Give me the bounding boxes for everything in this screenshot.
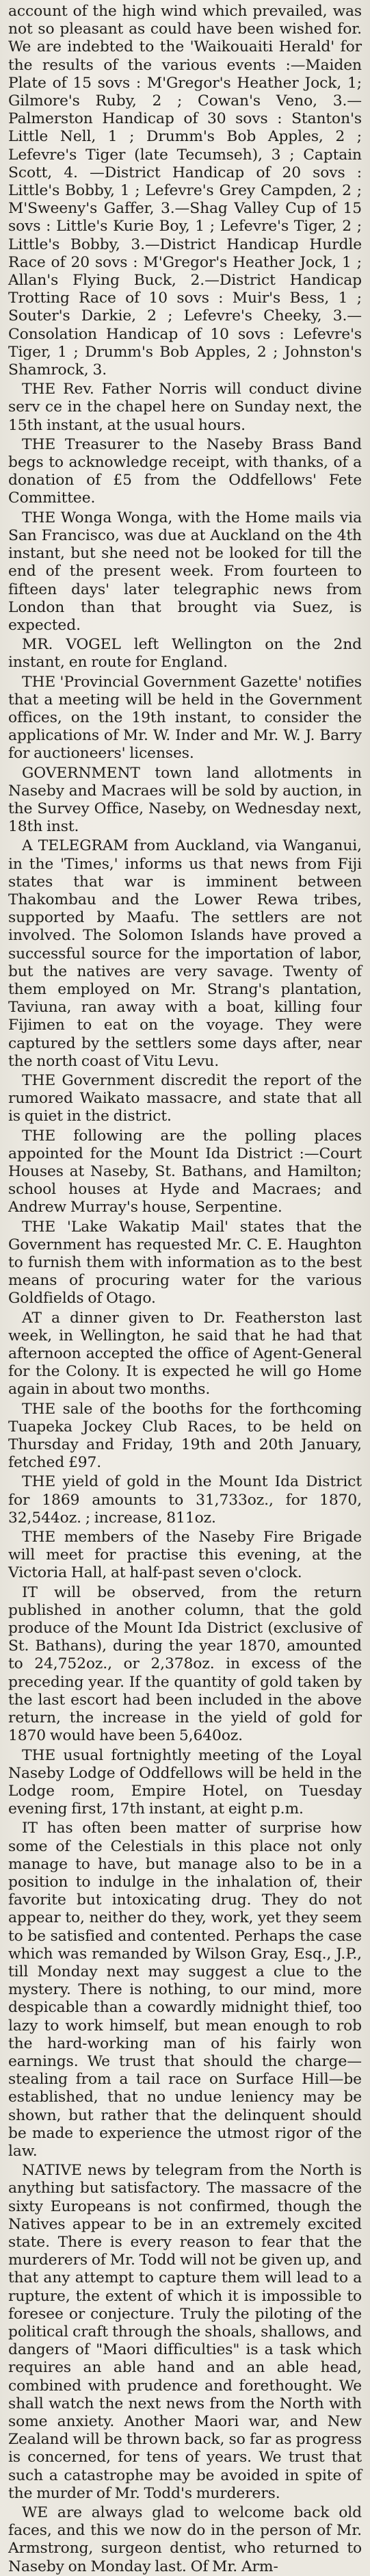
fiji-telegram-paragraph: A TELEGRAM from Auckland, via Wanganui, in the 'Times,' informs us that news from Fiji states that war is imminent between Thakombau and the Lower Rewa tribes, supported by Maafu. The settlers are not involved. The Solomon Islands have proved a successful source for the importation of labor, but the natives are very savage. Twenty of them employed on Mr. Strang's plantation, Taviuna, ran away with a boat, killing four Fijimen to eat on the voyage. They were captured by the settlers some days after, near the north coast of Vitu Levu. bbox=[8, 837, 362, 1070]
mr-vogel-paragraph: MR. VOGEL left Wellington on the 2nd instant, en route for England. bbox=[8, 636, 362, 672]
waikato-report-paragraph: THE Government discredit the report of the rumored Waikato massacre, and state that all is quiet in the district. bbox=[8, 1071, 362, 1125]
mr-armstrong-paragraph: WE are always glad to welcome back old faces, and this we now do in the person of Mr. Armstrong, surgeon dentist, who returned to Naseby on Monday last. Of Mr. Arm- bbox=[8, 2504, 362, 2575]
fire-brigade-paragraph: THE members of the Naseby Fire Brigade will meet for practise this evening, at the Victoria Hall, at half-past seven o'clock. bbox=[8, 1529, 362, 1582]
land-sale-paragraph: GOVERNMENT town land allotments in Naseby and Macraes will be sold by auction, in the Survey Office, Naseby, on Wednesday next, 18th inst. bbox=[8, 764, 362, 836]
oddfellows-paragraph: THE usual fortnightly meeting of the Loyal Naseby Lodge of Oddfellows will be held in the Lodge room, Empire Hotel, on Tuesday evening first, 17th instant, at eight p.m. bbox=[8, 1746, 362, 1818]
gold-yield-paragraph: THE yield of gold in the Mount Ida District for 1869 amounts to 31,733oz., for 1870, 32,544oz. ; increase, 811oz. bbox=[8, 1473, 362, 1527]
booth-sale-paragraph: THE sale of the booths for the forthcoming Tuapeka Jockey Club Races, to be held on Thursday and Friday, 19th and 20th January, fetched £97. bbox=[8, 1400, 362, 1472]
native-news-paragraph: NATIVE news by telegram from the North is anything but satisfactory. The massacre of the sixty Europeans is not confirmed, though the Natives appear to be in an extremely excited state. There is every reason to fear that the murderers of Mr. Todd will not be given up, and that any attempt to capture them will lead to a rupture, the extent of which it is impossible to foresee or conjecture. Truly the piloting of the political craft through the shoals, shallows, and dangers of "Maori difficulties" is a task which requires an able hand and an able head, combined with prudence and forethought. We shall watch the next news from the North with some anxiety. Another Maori war, and New Zealand will be thrown back, so far as progress is concerned, for tens of years. We trust that such a catastrophe may be avoided in spite of the murder of Mr. Todd's murderers. bbox=[8, 2162, 362, 2502]
divine-service-paragraph: THE Rev. Father Norris will conduct divine serv ce in the chapel here on Sunday next, the 15th instant, at the usual hours. bbox=[8, 381, 362, 434]
water-supply-paragraph: THE 'Lake Wakatip Mail' states that the Government has requested Mr. C. E. Haughton to furnish them with information as to the best means of procuring water for the various Goldfields of Otago. bbox=[8, 1218, 362, 1308]
gazette-paragraph: THE 'Provincial Government Gazette' notifies that a meeting will be held in the Government offices, on the 19th instant, to consider the applications of Mr. W. Inder and Mr. W. J. Barry for auctioneers' licenses. bbox=[8, 673, 362, 763]
polling-places-paragraph: THE following are the polling places appointed for the Mount Ida District :—Court Houses at Naseby, St. Bathans, and Hamilton; school houses at Hyde and Macraes; and Andrew Murray's house, Serpentine. bbox=[8, 1127, 362, 1216]
race-results-paragraph: account of the high wind which prevailed, was not so pleasant as could have been wished for. We are indebted to the 'Waikouaiti Herald' for the results of the various events :—Maiden Plate of 15 sovs : M'Gregor's Heather Jock, 1; Gilmore's Ruby, 2 ; Cowan's Veno, 3.—Palmerston Handicap of 30 sovs : Stanton's Little Nell, 1 ; Drumm's Bob Apples, 2 ; Lefevre's Tiger (late Tecumseh), 3 ; Captain Scott, 4. —District Handicap of 20 sovs : Little's Bobby, 1 ; Lefevre's Grey Campden, 2 ; M'Sweeny's Gaffer, 3.—Shag Valley Cup of 15 sovs : Little's Kurie Boy, 1 ; Lefevre's Tiger, 2 ; Little's Bobby, 3.—District Handicap Hurdle Race of 20 sovs : M'Gregor's Heather Jock, 1 ; Allan's Flying Buck, 2.—District Handicap Trotting Race of 10 sovs : Muir's Bess, 1 ; Souter's Darkie, 2 ; Lefevre's Cheeky, 3.—Consolation Handicap of 10 sovs : Lefevre's Tiger, 1 ; Drumm's Bob Apples, 2 ; Johnston's Shamrock, 3. bbox=[8, 3, 362, 379]
gold-produce-paragraph: IT will be observed, from the return published in another column, that the gold produce of the Mount Ida District (exclusive of St. Bathans), during the year 1870, amounted to 24,752oz., or 2,378oz. in excess of the preceding year. If the quantity of gold taken by the last escort had been included in the above return, the increase in the yield of gold for 1870 would have been 5,640oz. bbox=[8, 1583, 362, 1745]
brass-band-paragraph: THE Treasurer to the Naseby Brass Band begs to acknowledge receipt, with thanks, of a donation of £5 from the Oddfellows' Fete Committee. bbox=[8, 435, 362, 507]
celestials-paragraph: IT has often been matter of surprise how some of the Celestials in this place not only manage to have, but manage also to be in a position to indulge in the inhalation of, their favorite but intoxicating drug. They do not appear to, neither do they, work, yet they seem to be satisfied and contented. Perhaps the case which was remanded by Wilson Gray, Esq., J.P., till Monday next may suggest a clue to the mystery. There is nothing, to our mind, more despicable than a cowardly midnight thief, too lazy to work himself, but mean enough to rob the hard-working man of his fairly won earnings. We trust that should the charge—stealing from a tail race on Surface Hill—be established, that no undue leniency may be shown, but rather that the delinquent should be made to experience the utmost rigor of the law. bbox=[8, 1820, 362, 2160]
featherston-paragraph: AT a dinner given to Dr. Featherston last week, in Wellington, he said that he had that afternoon accepted the office of Agent-General for the Colony. It is expected he will go Home again in about two months. bbox=[8, 1309, 362, 1399]
home-mails-paragraph: THE Wonga Wonga, with the Home mails via San Francisco, was due at Auckland on the 4th instant, but she need not be looked for till the end of the present week. From fourteen to fifteen days' later telegraphic news from London than that brought via Suez, is expected. bbox=[8, 509, 362, 634]
